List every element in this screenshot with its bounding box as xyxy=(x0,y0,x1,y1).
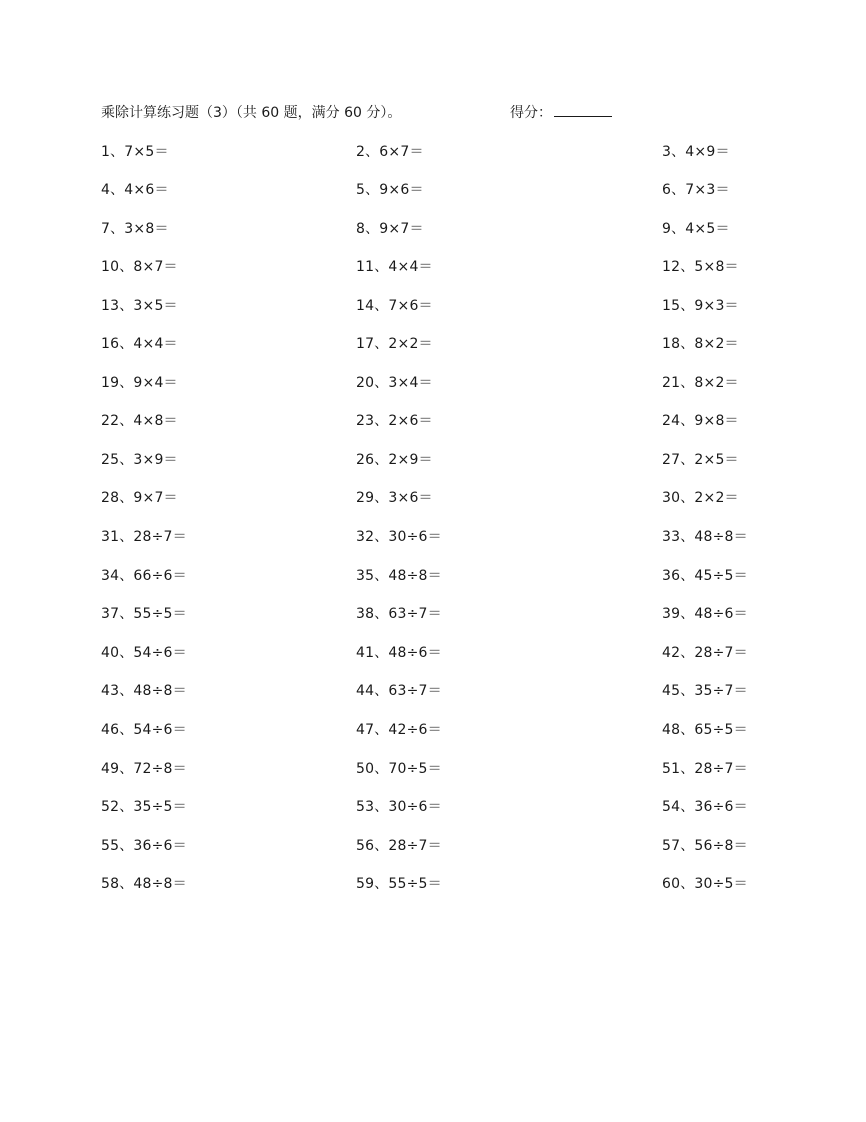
problem-item: 22、4×8＝ xyxy=(101,413,178,429)
problem-item: 54、36÷6＝ xyxy=(662,799,748,815)
problem-item: 9、4×5＝ xyxy=(662,221,730,237)
problem-item: 59、55÷5＝ xyxy=(356,876,442,892)
problem-item: 49、72÷8＝ xyxy=(101,761,187,777)
problem-item: 57、56÷8＝ xyxy=(662,838,748,854)
problem-item: 27、2×5＝ xyxy=(662,452,739,468)
problem-item: 18、8×2＝ xyxy=(662,336,739,352)
problem-item: 56、28÷7＝ xyxy=(356,838,442,854)
problem-item: 14、7×6＝ xyxy=(356,298,433,314)
problem-item: 1、7×5＝ xyxy=(101,144,169,160)
problem-item: 30、2×2＝ xyxy=(662,490,739,506)
problem-item: 25、3×9＝ xyxy=(101,452,178,468)
problem-item: 12、5×8＝ xyxy=(662,259,739,275)
problem-item: 37、55÷5＝ xyxy=(101,606,187,622)
problem-item: 48、65÷5＝ xyxy=(662,722,748,738)
problem-item: 51、28÷7＝ xyxy=(662,761,748,777)
problem-item: 6、7×3＝ xyxy=(662,182,730,198)
problem-item: 44、63÷7＝ xyxy=(356,683,442,699)
problem-item: 46、54÷6＝ xyxy=(101,722,187,738)
problem-item: 50、70÷5＝ xyxy=(356,761,442,777)
problem-item: 20、3×4＝ xyxy=(356,375,433,391)
problem-item: 17、2×2＝ xyxy=(356,336,433,352)
problem-item: 2、6×7＝ xyxy=(356,144,424,160)
problem-item: 53、30÷6＝ xyxy=(356,799,442,815)
problem-item: 47、42÷6＝ xyxy=(356,722,442,738)
problem-item: 15、9×3＝ xyxy=(662,298,739,314)
worksheet-title: 乘除计算练习题（3）（共 60 题，满分 60 分）。 xyxy=(101,105,402,121)
problem-item: 40、54÷6＝ xyxy=(101,645,187,661)
problem-item: 43、48÷8＝ xyxy=(101,683,187,699)
problem-item: 38、63÷7＝ xyxy=(356,606,442,622)
score-label: 得分： xyxy=(510,105,552,121)
problem-item: 35、48÷8＝ xyxy=(356,568,442,584)
problem-item: 5、9×6＝ xyxy=(356,182,424,198)
problem-item: 11、4×4＝ xyxy=(356,259,433,275)
problem-item: 26、2×9＝ xyxy=(356,452,433,468)
problem-item: 8、9×7＝ xyxy=(356,221,424,237)
problem-item: 55、36÷6＝ xyxy=(101,838,187,854)
problem-item: 4、4×6＝ xyxy=(101,182,169,198)
problem-item: 24、9×8＝ xyxy=(662,413,739,429)
problem-item: 31、28÷7＝ xyxy=(101,529,187,545)
problem-item: 16、4×4＝ xyxy=(101,336,178,352)
problem-item: 33、48÷8＝ xyxy=(662,529,748,545)
problem-item: 7、3×8＝ xyxy=(101,221,169,237)
problem-item: 36、45÷5＝ xyxy=(662,568,748,584)
problem-item: 60、30÷5＝ xyxy=(662,876,748,892)
problem-item: 41、48÷6＝ xyxy=(356,645,442,661)
problem-item: 23、2×6＝ xyxy=(356,413,433,429)
problem-item: 52、35÷5＝ xyxy=(101,799,187,815)
problem-item: 34、66÷6＝ xyxy=(101,568,187,584)
problem-item: 42、28÷7＝ xyxy=(662,645,748,661)
problem-item: 19、9×4＝ xyxy=(101,375,178,391)
problem-item: 3、4×9＝ xyxy=(662,144,730,160)
problem-item: 13、3×5＝ xyxy=(101,298,178,314)
problem-item: 45、35÷7＝ xyxy=(662,683,748,699)
problem-item: 21、8×2＝ xyxy=(662,375,739,391)
problem-item: 58、48÷8＝ xyxy=(101,876,187,892)
problem-item: 39、48÷6＝ xyxy=(662,606,748,622)
problem-item: 29、3×6＝ xyxy=(356,490,433,506)
problem-item: 28、9×7＝ xyxy=(101,490,178,506)
problem-item: 32、30÷6＝ xyxy=(356,529,442,545)
problem-item: 10、8×7＝ xyxy=(101,259,178,275)
